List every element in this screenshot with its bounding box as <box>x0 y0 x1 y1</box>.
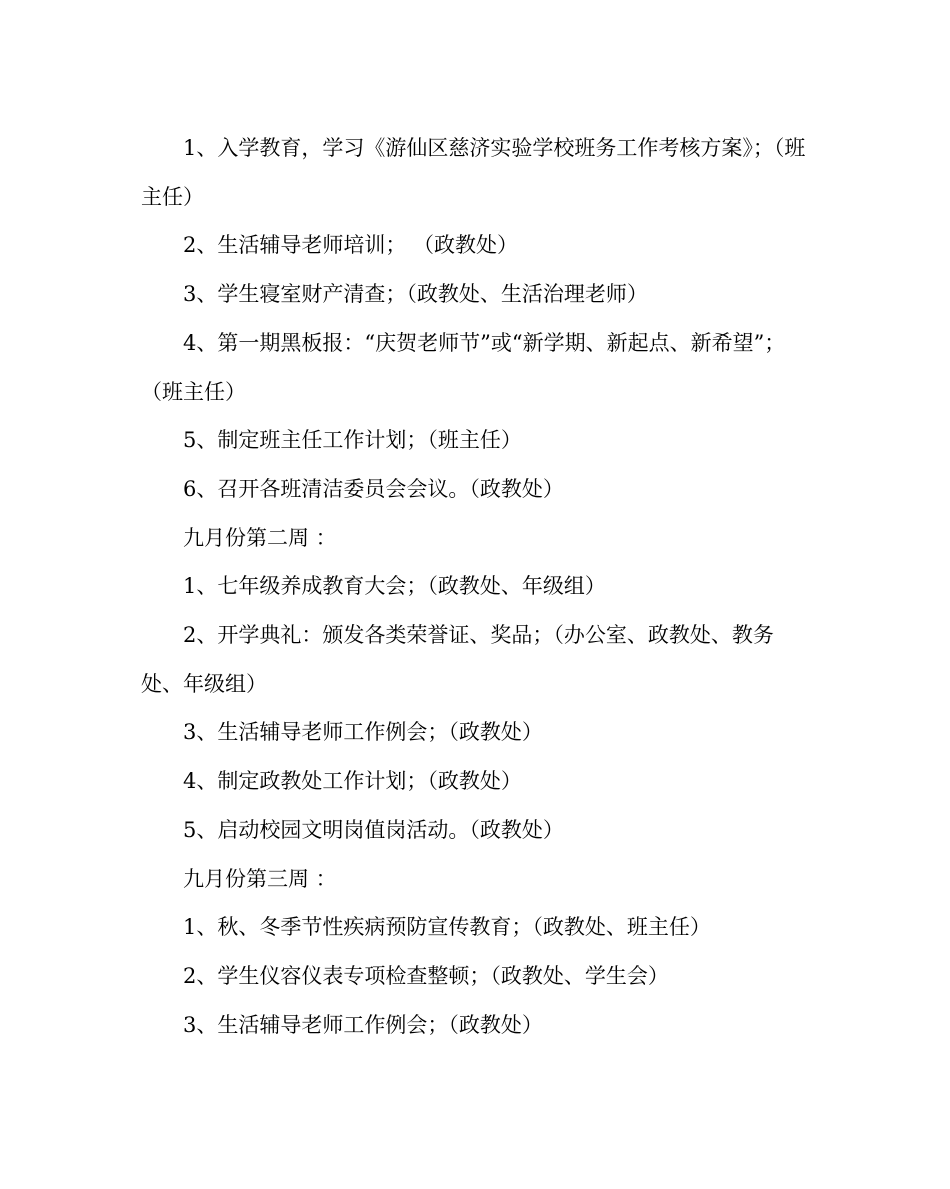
paragraph-item-6: 6、召开各班清洁委员会会议。（政教处） <box>183 476 564 501</box>
paragraph-item-1: 1、入学教育，学习《游仙区慈济实验学校班务工作考核方案》；（班主任） <box>141 136 806 209</box>
section-heading-week-3: 九月份第三周 ： <box>183 866 337 891</box>
section-heading-week-2: 九月份第二周 ： <box>183 525 337 550</box>
paragraph-item-13: 2、学生仪容仪表专项检查整顿；（政教处、学生会） <box>183 963 669 988</box>
paragraph-item-2: 2、生活辅导老师培训； （政教处） <box>183 233 519 258</box>
paragraph-item-10: 4、制定政教处工作计划；（政教处） <box>183 769 522 794</box>
document-body <box>141 124 806 1049</box>
paragraph-item-3: 3、学生寝室财产清查；（政教处、生活治理老师） <box>183 282 648 307</box>
paragraph-item-9: 3、生活辅导老师工作例会；（政教处） <box>183 720 543 745</box>
paragraph-item-14: 3、生活辅导老师工作例会；（政教处） <box>183 1012 543 1037</box>
paragraph-item-12: 1、秋、冬季节性疾病预防宣传教育；（政教处、班主任） <box>183 915 711 940</box>
paragraph-item-8: 2、开学典礼：颁发各类荣誉证、奖品；（办公室、政教处、教务处、年级组） <box>141 623 774 696</box>
paragraph-item-5: 5、制定班主任工作计划；（班主任） <box>183 428 522 453</box>
paragraph-item-11: 5、启动校园文明岗值岗活动。（政教处） <box>183 817 564 842</box>
paragraph-item-7: 1、七年级养成教育大会；（政教处、年级组） <box>183 574 606 599</box>
paragraph-item-4: 4、第一期黑板报：“庆贺老师节”或“新学期、新起点、新希望”；（班主任） <box>141 330 786 404</box>
